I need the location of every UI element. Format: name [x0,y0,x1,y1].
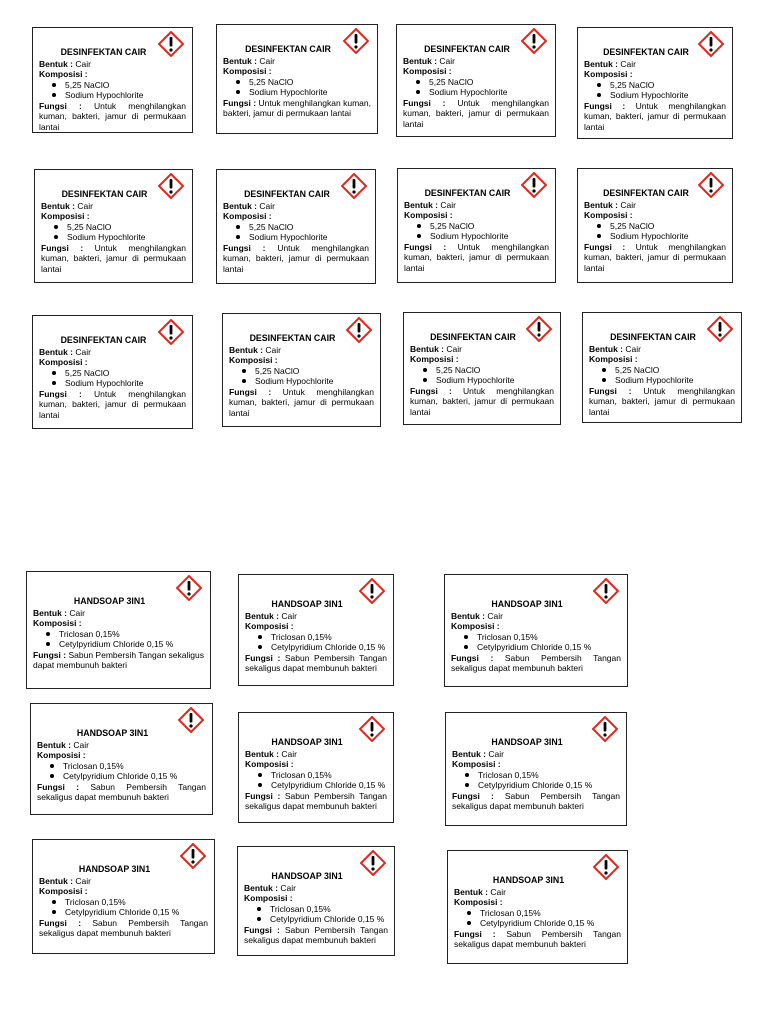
fungsi-row [223,98,371,119]
label-title: DESINFEKTAN CAIR [244,189,330,199]
fungsi-value: Untuk menghilangkan kuman, bakteri, jamur di permukaan lantai [39,388,186,420]
fungsi-value: Untuk menghilangkan kuman, bakteri, jamur di permukaan lantai [584,100,726,132]
bentuk-row [454,887,621,898]
komposisi-row [404,210,549,221]
label-title: HANDSOAP 3IN1 [271,737,343,747]
bentuk-label: Bentuk : [37,739,71,750]
desinfektan-label-card [216,24,378,134]
exclamation-hazard-icon [178,707,204,733]
komposisi-list [41,222,186,243]
fungsi-label: Fungsi : [584,241,626,252]
bentuk-value: Cair [75,875,91,886]
komposisi-item: Triclosan 0,15% [477,632,621,643]
fungsi-label: Fungsi : [245,652,281,663]
fungsi-value: Sabun Pembersih Tangan sekaligus dapat membunuh bakteri [451,652,621,673]
exclamation-hazard-icon [346,317,372,343]
fungsi-label: Fungsi : [39,100,82,111]
komposisi-item: Triclosan 0,15% [63,761,206,772]
bentuk-value: Cair [259,55,275,66]
komposisi-label: Komposisi : [33,618,82,628]
fungsi-value: Untuk menghilangkan kuman, bakteri, jamur di permukaan lantai [223,242,369,274]
fungsi-label: Fungsi : [454,928,496,939]
handsoap-label-card [26,571,211,689]
komposisi-list [33,629,204,650]
handsoap-label-card [238,712,394,823]
fungsi-row [451,653,621,674]
label-title: DESINFEKTAN CAIR [249,333,336,343]
fungsi-value: Untuk menghilangkan kuman, bakteri, jamur di permukaan lantai [410,385,554,417]
bentuk-value: Cair [440,199,456,210]
komposisi-label: Komposisi : [245,759,294,769]
label-title: HANDSOAP 3IN1 [491,599,563,609]
bentuk-row [584,200,726,211]
komposisi-item: 5,25 NaClO [249,77,371,88]
komposisi-item: Sodium Hypochlorite [249,87,371,98]
label-title: HANDSOAP 3IN1 [271,599,343,609]
komposisi-item: Triclosan 0,15% [271,632,387,643]
bentuk-label: Bentuk : [245,610,279,621]
komposisi-item: Sodium Hypochlorite [249,232,369,243]
label-title: DESINFEKTAN CAIR [430,332,516,342]
fungsi-label: Fungsi : [37,781,80,792]
komposisi-item: 5,25 NaClO [430,221,549,232]
komposisi-label: Komposisi : [245,621,294,631]
desinfektan-label-card [396,24,556,137]
bentuk-value: Cair [69,607,85,618]
komposisi-list [589,365,735,386]
bentuk-row [223,201,369,212]
label-title: DESINFEKTAN CAIR [603,47,689,57]
exclamation-hazard-icon [592,716,618,742]
exclamation-hazard-icon [158,173,184,199]
fungsi-label: Fungsi : [223,242,266,253]
komposisi-row [223,211,369,222]
komposisi-row [37,750,206,761]
komposisi-item: Sodium Hypochlorite [436,375,554,386]
exclamation-hazard-icon [593,854,619,880]
komposisi-row [223,66,371,77]
bentuk-value: Cair [620,58,636,69]
komposisi-item: 5,25 NaClO [255,366,374,377]
komposisi-item: Sodium Hypochlorite [430,231,549,242]
komposisi-item: Sodium Hypochlorite [65,90,186,101]
komposisi-list [404,221,549,242]
komposisi-label: Komposisi : [452,759,501,769]
bentuk-label: Bentuk : [39,58,73,69]
fungsi-row [584,242,726,274]
komposisi-list [39,897,208,918]
exclamation-hazard-icon [176,575,202,601]
label-title: DESINFEKTAN CAIR [424,188,511,198]
handsoap-label-card [30,703,213,815]
komposisi-item: Sodium Hypochlorite [610,231,726,242]
label-title: DESINFEKTAN CAIR [61,189,148,199]
komposisi-item: Cetylpyridium Chloride 0,15 % [63,771,206,782]
komposisi-row [452,759,620,770]
fungsi-row [245,791,387,812]
fungsi-value: Untuk menghilangkan kuman, bakteri, jamur di permukaan lantai [229,386,374,418]
komposisi-list [584,80,726,101]
handsoap-label-card [444,574,628,687]
exclamation-hazard-icon [341,173,367,199]
bentuk-row [39,59,186,70]
bentuk-row [244,883,388,894]
komposisi-list [454,908,621,929]
fungsi-label: Fungsi : [404,241,447,252]
bentuk-label: Bentuk : [39,875,73,886]
komposisi-row [39,69,186,80]
exclamation-hazard-icon [360,850,386,876]
label-title: DESINFEKTAN CAIR [60,47,147,57]
fungsi-label: Fungsi : [41,242,84,253]
komposisi-label: Komposisi : [454,897,503,907]
bentuk-label: Bentuk : [454,886,488,897]
komposisi-row [245,759,387,770]
komposisi-list [452,770,620,791]
exclamation-hazard-icon [359,578,385,604]
fungsi-label: Fungsi : [39,917,82,928]
komposisi-item: Cetylpyridium Chloride 0,15 % [477,642,621,653]
exclamation-hazard-icon [526,316,552,342]
desinfektan-label-card [222,313,381,427]
komposisi-item: Cetylpyridium Chloride 0,15 % [271,642,386,652]
desinfektan-label-card [577,27,733,139]
handsoap-label-card [237,846,395,956]
label-title: HANDSOAP 3IN1 [491,737,563,747]
komposisi-list [39,80,186,101]
fungsi-label: Fungsi : [245,790,281,801]
komposisi-item: Cetylpyridium Chloride 0,15 % [59,639,204,650]
bentuk-value: Cair [490,886,506,897]
komposisi-list [410,365,554,386]
exclamation-hazard-icon [158,31,184,57]
bentuk-label: Bentuk : [410,343,444,354]
handsoap-label-card [238,574,394,686]
fungsi-row [39,918,208,939]
bentuk-value: Cair [259,200,275,211]
komposisi-list [39,368,186,389]
komposisi-row [244,893,388,904]
komposisi-item: 5,25 NaClO [65,368,186,379]
fungsi-label: Fungsi : [39,388,82,399]
label-title: HANDSOAP 3IN1 [76,728,149,738]
fungsi-row [589,386,735,418]
komposisi-item: Triclosan 0,15% [59,629,204,640]
fungsi-value: Sabun Pembersih Tangan sekaligus dapat membunuh bakteri [452,790,620,811]
bentuk-label: Bentuk : [451,610,485,621]
komposisi-list [245,632,387,653]
bentuk-row [451,611,621,622]
bentuk-label: Bentuk : [452,748,486,759]
bentuk-row [229,345,374,356]
komposisi-item: Triclosan 0,15% [478,770,620,781]
komposisi-row [229,355,374,366]
komposisi-item: Triclosan 0,15% [480,908,621,919]
bentuk-label: Bentuk : [584,199,618,210]
fungsi-row [410,386,554,418]
fungsi-label: Fungsi : [584,100,626,111]
komposisi-item: Cetylpyridium Chloride 0,15 % [270,914,388,925]
komposisi-item: Cetylpyridium Chloride 0,15 % [271,780,386,790]
bentuk-value: Cair [75,58,91,69]
fungsi-value: Untuk menghilangkan kuman, bakteri, jamur di permukaan lantai [404,241,549,273]
bentuk-row [33,608,204,619]
fungsi-value: Untuk menghilangkan kuman, bakteri, jamur di permukaan lantai [403,97,549,129]
fungsi-row [403,98,549,130]
label-title: DESINFEKTAN CAIR [603,188,689,198]
bentuk-row [410,344,554,355]
komposisi-item: Triclosan 0,15% [270,904,388,915]
komposisi-list [223,222,369,243]
bentuk-value: Cair [77,200,93,211]
exclamation-hazard-icon [593,578,619,604]
komposisi-label: Komposisi : [41,211,90,221]
fungsi-label: Fungsi : [223,97,257,108]
fungsi-label: Fungsi : [589,385,632,396]
fungsi-row [39,101,186,133]
bentuk-row [41,201,186,212]
komposisi-label: Komposisi : [584,69,633,79]
komposisi-row [410,354,554,365]
fungsi-value: Sabun Pembersih Tangan sekaligus dapat membunuh bakteri [245,652,387,673]
fungsi-label: Fungsi : [229,386,272,397]
komposisi-item: Cetylpyridium Chloride 0,15 % [478,780,620,791]
komposisi-item: 5,25 NaClO [65,80,186,91]
komposisi-list [229,366,374,387]
bentuk-row [452,749,620,760]
komposisi-item: 5,25 NaClO [436,365,554,376]
fungsi-row [452,791,620,812]
komposisi-row [39,886,208,897]
bentuk-label: Bentuk : [584,58,618,69]
komposisi-item: Cetylpyridium Chloride 0,15 % [65,907,208,918]
komposisi-label: Komposisi : [244,893,293,903]
desinfektan-label-card [397,168,556,283]
exclamation-hazard-icon [698,172,724,198]
fungsi-label: Fungsi : [452,790,494,801]
komposisi-item: 5,25 NaClO [249,222,369,233]
fungsi-label: Fungsi : [33,649,67,660]
bentuk-value: Cair [265,344,281,355]
komposisi-label: Komposisi : [223,211,272,221]
fungsi-value: Sabun Pembersih Tangan sekaligus dapat membunuh bakteri [37,781,206,802]
komposisi-label: Komposisi : [37,750,86,760]
komposisi-item: 5,25 NaClO [67,222,186,233]
komposisi-label: Komposisi : [223,66,272,76]
bentuk-value: Cair [280,882,296,893]
fungsi-value: Sabun Pembersih Tangan sekaligus dapat membunuh bakteri [245,790,387,811]
komposisi-item: Cetylpyridium Chloride 0,15 % [480,918,621,929]
komposisi-label: Komposisi : [410,354,459,364]
fungsi-row [454,929,621,950]
komposisi-item: Sodium Hypochlorite [65,378,186,389]
fungsi-value: Untuk menghilangkan kuman, bakteri, jamur di permukaan lantai [41,242,186,274]
bentuk-value: Cair [446,343,462,354]
komposisi-list [244,904,388,925]
komposisi-list [37,761,206,782]
fungsi-row [584,101,726,133]
komposisi-row [584,69,726,80]
bentuk-row [37,740,206,751]
fungsi-row [33,650,204,671]
label-title: HANDSOAP 3IN1 [492,875,565,885]
bentuk-label: Bentuk : [41,200,75,211]
komposisi-item: 5,25 NaClO [610,80,726,91]
label-title: HANDSOAP 3IN1 [78,864,151,874]
exclamation-hazard-icon [521,28,547,54]
exclamation-hazard-icon [359,716,385,742]
fungsi-value: Untuk menghilangkan kuman, bakteri, jamur di permukaan lantai [39,100,186,132]
handsoap-label-card [447,850,628,964]
komposisi-label: Komposisi : [403,66,452,76]
komposisi-label: Komposisi : [584,210,633,220]
bentuk-row [589,344,735,355]
fungsi-value: Untuk menghilangkan kuman, bakteri, jamur di permukaan lantai [584,241,726,273]
komposisi-item: Triclosan 0,15% [271,770,387,781]
fungsi-value: Untuk menghilangkan kuman, bakteri, jamur di permukaan lantai [589,385,735,417]
bentuk-value: Cair [75,346,91,357]
fungsi-row [245,653,387,674]
komposisi-row [33,618,204,629]
komposisi-label: Komposisi : [229,355,278,365]
fungsi-value: Sabun Pembersih Tangan sekaligus dapat membunuh bakteri [39,917,208,938]
handsoap-label-card [32,839,215,954]
komposisi-row [451,621,621,632]
fungsi-row [244,925,388,946]
komposisi-row [41,211,186,222]
fungsi-row [404,242,549,274]
komposisi-item: 5,25 NaClO [429,77,549,88]
komposisi-item: Sodium Hypochlorite [255,376,374,387]
desinfektan-label-card [32,27,193,133]
fungsi-label: Fungsi : [403,97,446,108]
komposisi-item: Sodium Hypochlorite [610,90,726,101]
fungsi-row [223,243,369,275]
komposisi-item: Sodium Hypochlorite [429,87,549,98]
label-title: DESINFEKTAN CAIR [245,44,331,54]
bentuk-value: Cair [488,748,504,759]
komposisi-list [451,632,621,653]
komposisi-label: Komposisi : [589,354,638,364]
bentuk-row [39,347,186,358]
exclamation-hazard-icon [343,28,369,54]
exclamation-hazard-icon [707,316,733,342]
desinfektan-label-card [216,169,376,284]
komposisi-row [403,66,549,77]
komposisi-list [403,77,549,98]
komposisi-label: Komposisi : [39,357,88,367]
bentuk-label: Bentuk : [589,343,623,354]
exclamation-hazard-icon [180,843,206,869]
bentuk-row [584,59,726,70]
komposisi-item: 5,25 NaClO [610,221,726,232]
fungsi-label: Fungsi : [410,385,452,396]
bentuk-label: Bentuk : [403,55,437,66]
komposisi-label: Komposisi : [39,886,88,896]
desinfektan-label-card [34,169,193,283]
bentuk-row [245,749,387,760]
komposisi-row [39,357,186,368]
fungsi-row [229,387,374,419]
bentuk-label: Bentuk : [404,199,438,210]
desinfektan-label-card [32,315,193,429]
komposisi-item: Triclosan 0,15% [65,897,208,908]
fungsi-value: Sabun Pembersih Tangan sekaligus dapat membunuh bakteri [244,924,388,945]
bentuk-label: Bentuk : [229,344,263,355]
komposisi-item: Sodium Hypochlorite [67,232,186,243]
fungsi-value: Sabun Pembersih Tangan sekaligus dapat membunuh bakteri [454,928,621,949]
desinfektan-label-card [403,312,561,425]
bentuk-label: Bentuk : [223,200,257,211]
fungsi-value: Sabun Pembersih Tangan sekaligus dapat membunuh bakteri [33,649,204,670]
bentuk-label: Bentuk : [244,882,278,893]
komposisi-row [584,210,726,221]
komposisi-list [223,77,371,98]
komposisi-list [245,770,387,791]
bentuk-value: Cair [281,748,297,759]
bentuk-row [245,611,387,622]
bentuk-value: Cair [487,610,503,621]
bentuk-label: Bentuk : [223,55,257,66]
label-title: DESINFEKTAN CAIR [60,335,147,345]
komposisi-row [589,354,735,365]
label-title: HANDSOAP 3IN1 [271,871,343,881]
exclamation-hazard-icon [158,319,184,345]
fungsi-value: Untuk menghilangkan kuman, bakteri, jamur di permukaan lantai [223,97,371,118]
komposisi-label: Komposisi : [39,69,88,79]
bentuk-row [404,200,549,211]
label-title: HANDSOAP 3IN1 [73,596,146,606]
bentuk-label: Bentuk : [245,748,279,759]
bentuk-value: Cair [73,739,89,750]
label-title: DESINFEKTAN CAIR [610,332,696,342]
bentuk-row [403,56,549,67]
komposisi-item: Sodium Hypochlorite [615,375,735,386]
komposisi-label: Komposisi : [404,210,453,220]
fungsi-label: Fungsi : [451,652,494,663]
desinfektan-label-card [582,312,742,423]
komposisi-item: 5,25 NaClO [615,365,735,376]
komposisi-row [245,621,387,632]
fungsi-row [39,389,186,421]
bentuk-value: Cair [625,343,641,354]
bentuk-row [223,56,371,67]
komposisi-label: Komposisi : [451,621,500,631]
exclamation-hazard-icon [698,31,724,57]
bentuk-label: Bentuk : [33,607,67,618]
handsoap-label-card [445,712,627,826]
fungsi-row [37,782,206,803]
fungsi-label: Fungsi : [244,924,280,935]
bentuk-label: Bentuk : [39,346,73,357]
fungsi-row [41,243,186,275]
exclamation-hazard-icon [521,172,547,198]
desinfektan-label-card [577,168,733,283]
bentuk-value: Cair [620,199,636,210]
label-title: DESINFEKTAN CAIR [424,44,510,54]
komposisi-list [584,221,726,242]
bentuk-value: Cair [281,610,297,621]
bentuk-row [39,876,208,887]
bentuk-value: Cair [439,55,455,66]
komposisi-row [454,897,621,908]
